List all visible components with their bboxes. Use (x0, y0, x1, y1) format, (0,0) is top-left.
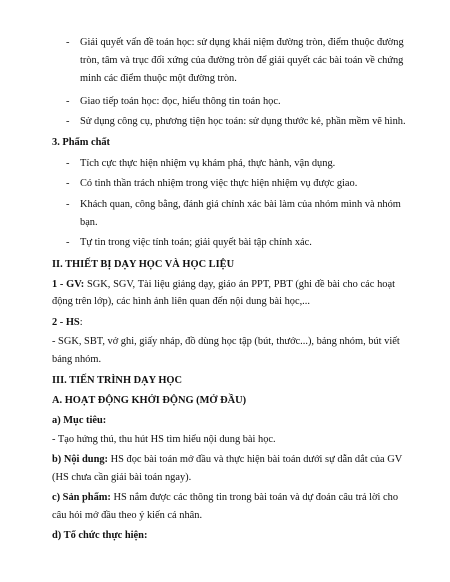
paragraph-line: bảng nhóm. (52, 354, 102, 365)
subheading: d) Tổ chức thực hiện: (52, 530, 148, 541)
paragraph-line: câu hỏi mở đầu theo ý kiến cá nhân. (52, 510, 203, 521)
bullet-text: Sử dụng công cụ, phương tiện học toán: sử dụng thước kẻ, phần mềm vẽ hình. (80, 116, 406, 127)
bullet-text: Khách quan, công bằng, đánh giá chính xác bài làm của nhóm mình và nhóm (80, 199, 401, 210)
bullet-text: Giải quyết vấn đề toán học: sử dụng khái niệm đường tròn, điểm thuộc đường (80, 37, 404, 48)
bullet-dash: - (66, 37, 70, 48)
subheading: a) Mục tiêu: (52, 415, 107, 426)
paragraph-line (52, 316, 83, 329)
bullet-text: Có tinh thần trách nhiệm trong việc thực hiện nhiệm vụ được giao. (80, 178, 358, 189)
section-heading: 3. Phẩm chất (52, 137, 111, 148)
paragraph-text: HS đọc bài toán mở đầu và thực hiện bài toán dưới sự dẫn dắt của GV (108, 454, 403, 465)
label: 1 - GV: (52, 279, 85, 290)
bullet-text: bạn. (80, 217, 98, 228)
bullet-dash: - (66, 237, 70, 248)
label: 2 - HS (52, 317, 80, 328)
label-colon: : (79, 317, 83, 328)
bullet-text: Tự tin trong việc tính toán; giải quyết bài tập chính xác. (80, 237, 312, 248)
section-heading: II. THIẾT BỊ DẠY HỌC VÀ HỌC LIỆU (52, 259, 235, 270)
bullet-dash: - (66, 158, 70, 169)
bullet-dash: - (66, 178, 70, 189)
paragraph-line (52, 278, 395, 291)
bullet-text: tròn, tâm và trục đối xứng của đường tròn để giải quyết các bài toán về chứng (80, 55, 404, 66)
paragraph-line: động trên lớp), các hình ảnh liên quan đến nội dung bài học,... (52, 296, 310, 307)
bullet-dash: - (66, 96, 70, 107)
section-heading: A. HOẠT ĐỘNG KHỞI ĐỘNG (MỞ ĐẦU) (52, 395, 247, 406)
bullet-text: Tích cực thực hiện nhiệm vụ khám phá, thực hành, vận dụng. (80, 158, 336, 169)
paragraph-text: HS nắm được các thông tin trong bài toán và dự đoán câu trả lời cho (110, 492, 399, 503)
bullet-text: Giao tiếp toán học: đọc, hiểu thông tin toán học. (80, 96, 281, 107)
bullet-text: minh các điểm thuộc một đường tròn. (80, 73, 237, 84)
paragraph-line: - Tạo hứng thú, thu hút HS tìm hiểu nội dung bài học. (52, 434, 276, 445)
label: b) Nội dung: (52, 454, 109, 465)
bullet-dash: - (66, 199, 70, 210)
paragraph-line (52, 491, 399, 504)
paragraph-line: (HS chưa cần giải bài toán ngay). (52, 472, 192, 483)
paragraph-line: - SGK, SBT, vở ghi, giấy nháp, đồ dùng học tập (bút, thước...), bảng nhóm, bút viết (52, 336, 400, 347)
bullet-dash: - (66, 116, 70, 127)
paragraph-line (52, 453, 403, 466)
section-heading: III. TIẾN TRÌNH DẠY HỌC (52, 375, 183, 386)
paragraph-text: SGK, SGV, Tài liệu giảng dạy, giáo án PPT, PBT (ghi đề bài cho các hoạt (84, 279, 395, 290)
label: c) Sản phẩm: (52, 492, 111, 503)
